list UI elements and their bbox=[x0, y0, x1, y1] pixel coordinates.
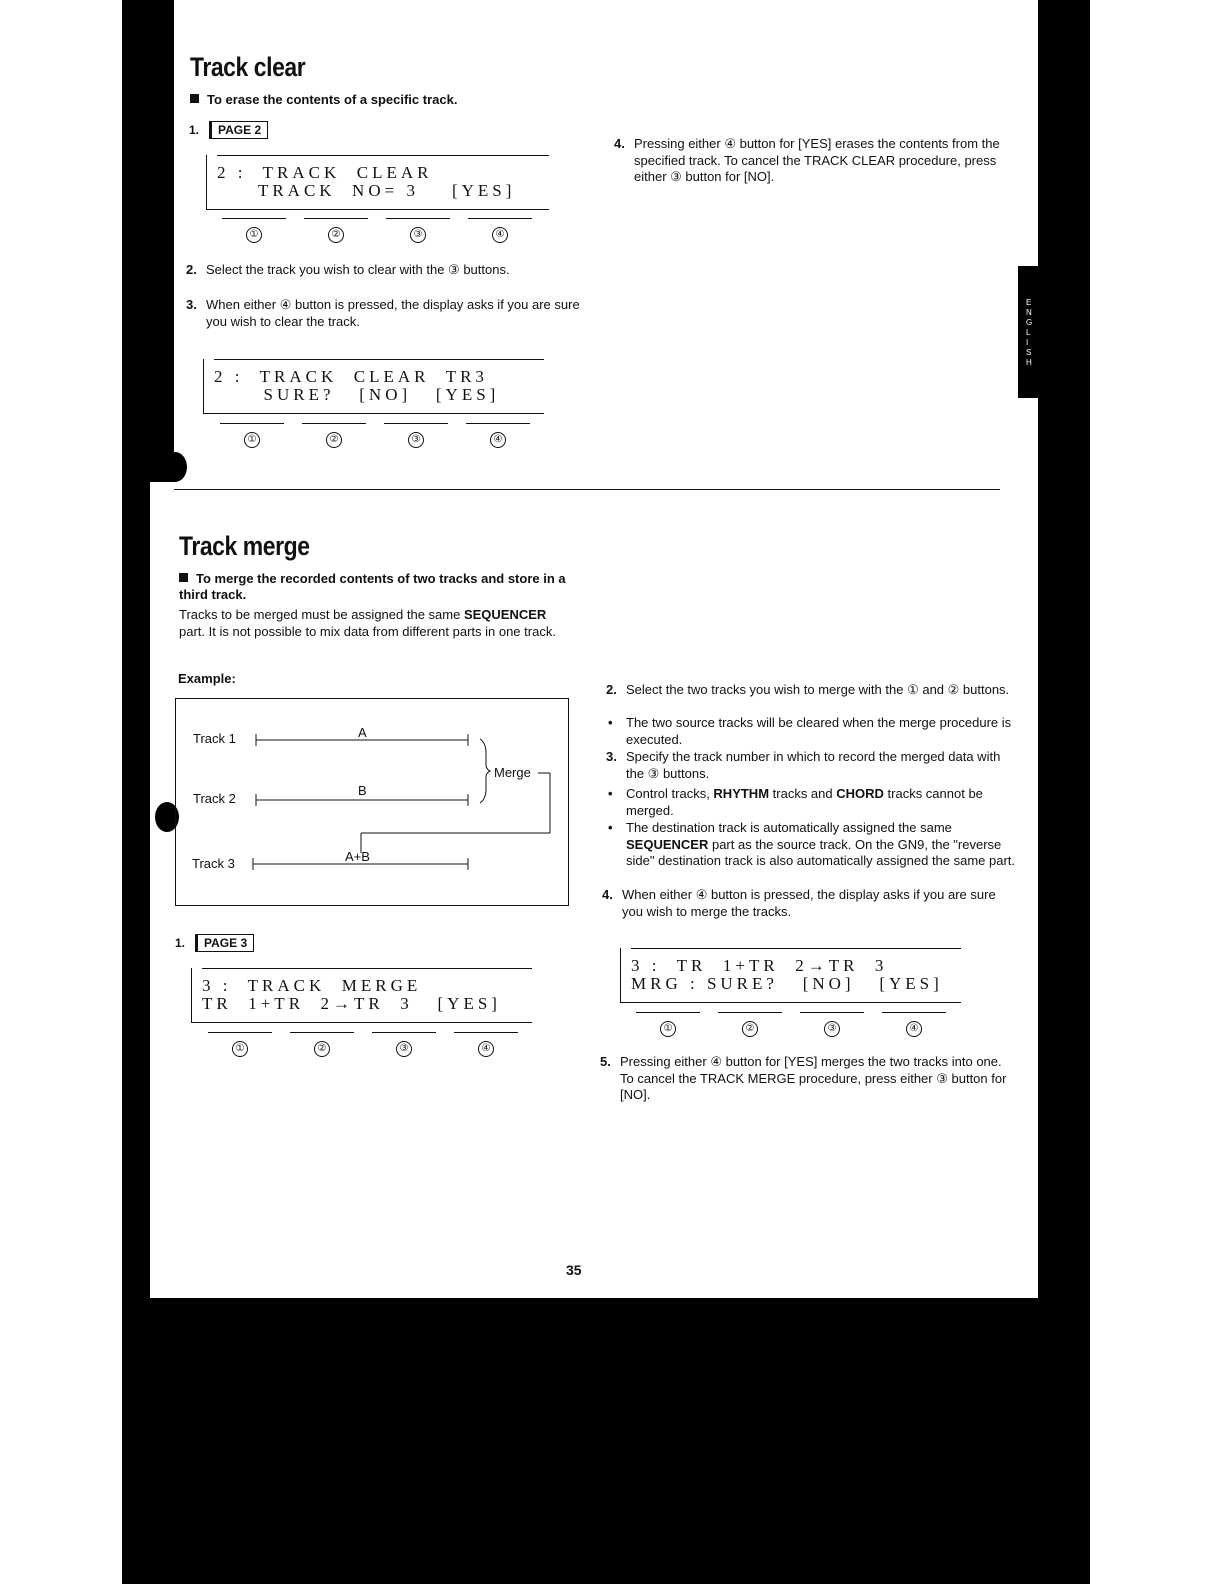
track-merge-step5 bbox=[600, 1054, 1016, 1104]
intro-text: Tracks to be merged must be assigned the same bbox=[179, 607, 464, 622]
merge-diagram bbox=[175, 698, 569, 906]
button-1-label: ① bbox=[660, 1021, 676, 1037]
step-number: 5. bbox=[600, 1054, 611, 1069]
top-right-edge bbox=[1038, 0, 1090, 2]
display-line-2: TR 1+TR 2→TR 3 [YES] bbox=[202, 994, 501, 1013]
button-3-label: ③ bbox=[396, 1041, 412, 1057]
lead-text: To merge the recorded contents of two tracks and store in a third track. bbox=[179, 571, 566, 602]
step-text: When either ④ button is pressed, the display asks if you are sure you wish to merge the tracks. bbox=[622, 887, 996, 919]
bullet-square bbox=[190, 94, 199, 103]
track-1-label: Track 1 bbox=[193, 731, 236, 746]
tab-letter: I bbox=[1026, 338, 1029, 347]
tab-letter: S bbox=[1026, 348, 1032, 357]
label-a-plus-b: A+B bbox=[345, 849, 370, 864]
display-line-1: 2 : TRACK CLEAR TR3 bbox=[214, 367, 488, 386]
button-2-label: ② bbox=[314, 1041, 330, 1057]
step-text: Control tracks, bbox=[626, 786, 714, 801]
step-text: Select the two tracks you wish to merge with the ① and ② buttons. bbox=[626, 682, 1010, 697]
track-merge-intro bbox=[179, 607, 574, 640]
display-line-1: 3 : TRACK MERGE bbox=[202, 976, 422, 995]
step-number: 2. bbox=[606, 682, 617, 697]
keyword-chord: CHORD bbox=[836, 786, 884, 801]
tab-letter: E bbox=[1026, 298, 1032, 307]
track-merge-title: Track merge bbox=[179, 531, 310, 561]
bullet-dot: • bbox=[608, 820, 613, 835]
track-clear-step1 bbox=[189, 121, 268, 139]
track-merge-step1 bbox=[175, 934, 254, 952]
label-b: B bbox=[358, 783, 367, 798]
scan-border-bottom bbox=[122, 1298, 1090, 1584]
track-merge-bullet3 bbox=[606, 820, 1018, 870]
step-number: 4. bbox=[602, 887, 613, 902]
tab-letter: G bbox=[1026, 318, 1033, 327]
bullet-dot: • bbox=[608, 715, 613, 730]
track-clear-lead bbox=[190, 92, 550, 108]
tab-letter: L bbox=[1026, 328, 1031, 337]
language-tab bbox=[1018, 266, 1056, 398]
step-number: 1. bbox=[175, 936, 186, 950]
display-line-1: 3 : TR 1+TR 2→TR 3 bbox=[631, 956, 888, 975]
track-3-label: Track 3 bbox=[192, 856, 235, 871]
display-line-2: TRACK NO= 3 [YES] bbox=[217, 181, 516, 200]
display-line-2: MRG : SURE? [NO] [YES] bbox=[631, 974, 943, 993]
track-merge-display-1 bbox=[191, 968, 532, 1023]
bullet-dot: • bbox=[608, 786, 613, 801]
bullet-square bbox=[179, 573, 188, 582]
example-label: Example: bbox=[178, 671, 236, 686]
step-text: part as the source track. On the GN9, the "reverse side" destination track is also automatically assigned the same part. bbox=[626, 836, 1016, 868]
keyword-rhythm: RHYTHM bbox=[713, 786, 770, 801]
step-number: 3. bbox=[186, 297, 197, 312]
lead-text: To erase the contents of a specific track. bbox=[207, 92, 458, 107]
track-clear-step3 bbox=[186, 297, 598, 330]
step-number: 1. bbox=[189, 123, 200, 137]
button-1-label: ① bbox=[244, 432, 260, 448]
keyword-sequencer: SEQUENCER bbox=[626, 836, 709, 852]
step-number: 4. bbox=[614, 136, 625, 151]
page-2-button[interactable]: PAGE 2 bbox=[209, 121, 268, 139]
track-merge-step3 bbox=[606, 749, 1018, 782]
track-merge-bullet1 bbox=[606, 715, 1018, 748]
button-4-label: ④ bbox=[490, 432, 506, 448]
track-clear-display-2 bbox=[203, 359, 544, 414]
page-number: 35 bbox=[566, 1262, 582, 1278]
step-text: When either ④ button is pressed, the display asks if you are sure you wish to clear the track. bbox=[206, 297, 580, 329]
button-4-label: ④ bbox=[478, 1041, 494, 1057]
track-clear-step4 bbox=[614, 136, 1026, 186]
tab-letter: H bbox=[1026, 358, 1032, 367]
step-text: tracks and bbox=[769, 786, 837, 801]
track-merge-step2 bbox=[606, 682, 1018, 699]
track-2-label: Track 2 bbox=[193, 791, 236, 806]
track-clear-title: Track clear bbox=[190, 52, 306, 82]
step-number: 3. bbox=[606, 749, 617, 764]
page-edge-lower bbox=[150, 482, 174, 1298]
track-merge-lead bbox=[179, 571, 574, 603]
label-a: A bbox=[358, 725, 367, 740]
display-line-2: SURE? [NO] [YES] bbox=[214, 385, 500, 404]
step-text: Specify the track number in which to record the merged data with the ③ buttons. bbox=[626, 749, 1001, 781]
page-3-button[interactable]: PAGE 3 bbox=[195, 934, 254, 952]
track-merge-display-2 bbox=[620, 948, 961, 1003]
step-text: Pressing either ④ button for [YES] merges the two tracks into one. To cancel the TRACK MERGE procedure, press either ③ button for [NO]. bbox=[620, 1054, 1007, 1102]
button-2-label: ② bbox=[328, 227, 344, 243]
button-1-label: ① bbox=[232, 1041, 248, 1057]
display-line-1: 2 : TRACK CLEAR bbox=[217, 163, 433, 182]
track-merge-step4 bbox=[602, 887, 1018, 920]
tab-letter: N bbox=[1026, 308, 1032, 317]
track-merge-bullet2 bbox=[606, 786, 1018, 819]
button-4-label: ④ bbox=[492, 227, 508, 243]
step-text: Pressing either ④ button for [YES] erases the contents from the specified track. To cancel the TRACK CLEAR procedure, press either ③ button for [NO]. bbox=[634, 136, 1000, 184]
track-clear-display-1 bbox=[206, 155, 549, 210]
keyword-sequencer: SEQUENCER bbox=[463, 607, 547, 622]
button-2-label: ② bbox=[326, 432, 342, 448]
button-3-label: ③ bbox=[408, 432, 424, 448]
step-text: Select the track you wish to clear with the ③ buttons. bbox=[206, 262, 510, 277]
step-text: The destination track is automatically assigned the same bbox=[626, 820, 952, 835]
track-clear-step2 bbox=[186, 262, 596, 279]
section-divider bbox=[174, 489, 1000, 490]
step-text: tracks cannot be merged. bbox=[626, 786, 983, 818]
button-4-label: ④ bbox=[906, 1021, 922, 1037]
step-text: The two source tracks will be cleared when the merge procedure is executed. bbox=[626, 715, 1012, 747]
binding-hole-top bbox=[163, 452, 187, 482]
step-number: 2. bbox=[186, 262, 197, 277]
intro-text: part. It is not possible to mix data from different parts in one track. bbox=[179, 623, 556, 639]
button-1-label: ① bbox=[246, 227, 262, 243]
button-3-label: ③ bbox=[410, 227, 426, 243]
button-3-label: ③ bbox=[824, 1021, 840, 1037]
merge-label: Merge bbox=[494, 765, 531, 780]
button-2-label: ② bbox=[742, 1021, 758, 1037]
